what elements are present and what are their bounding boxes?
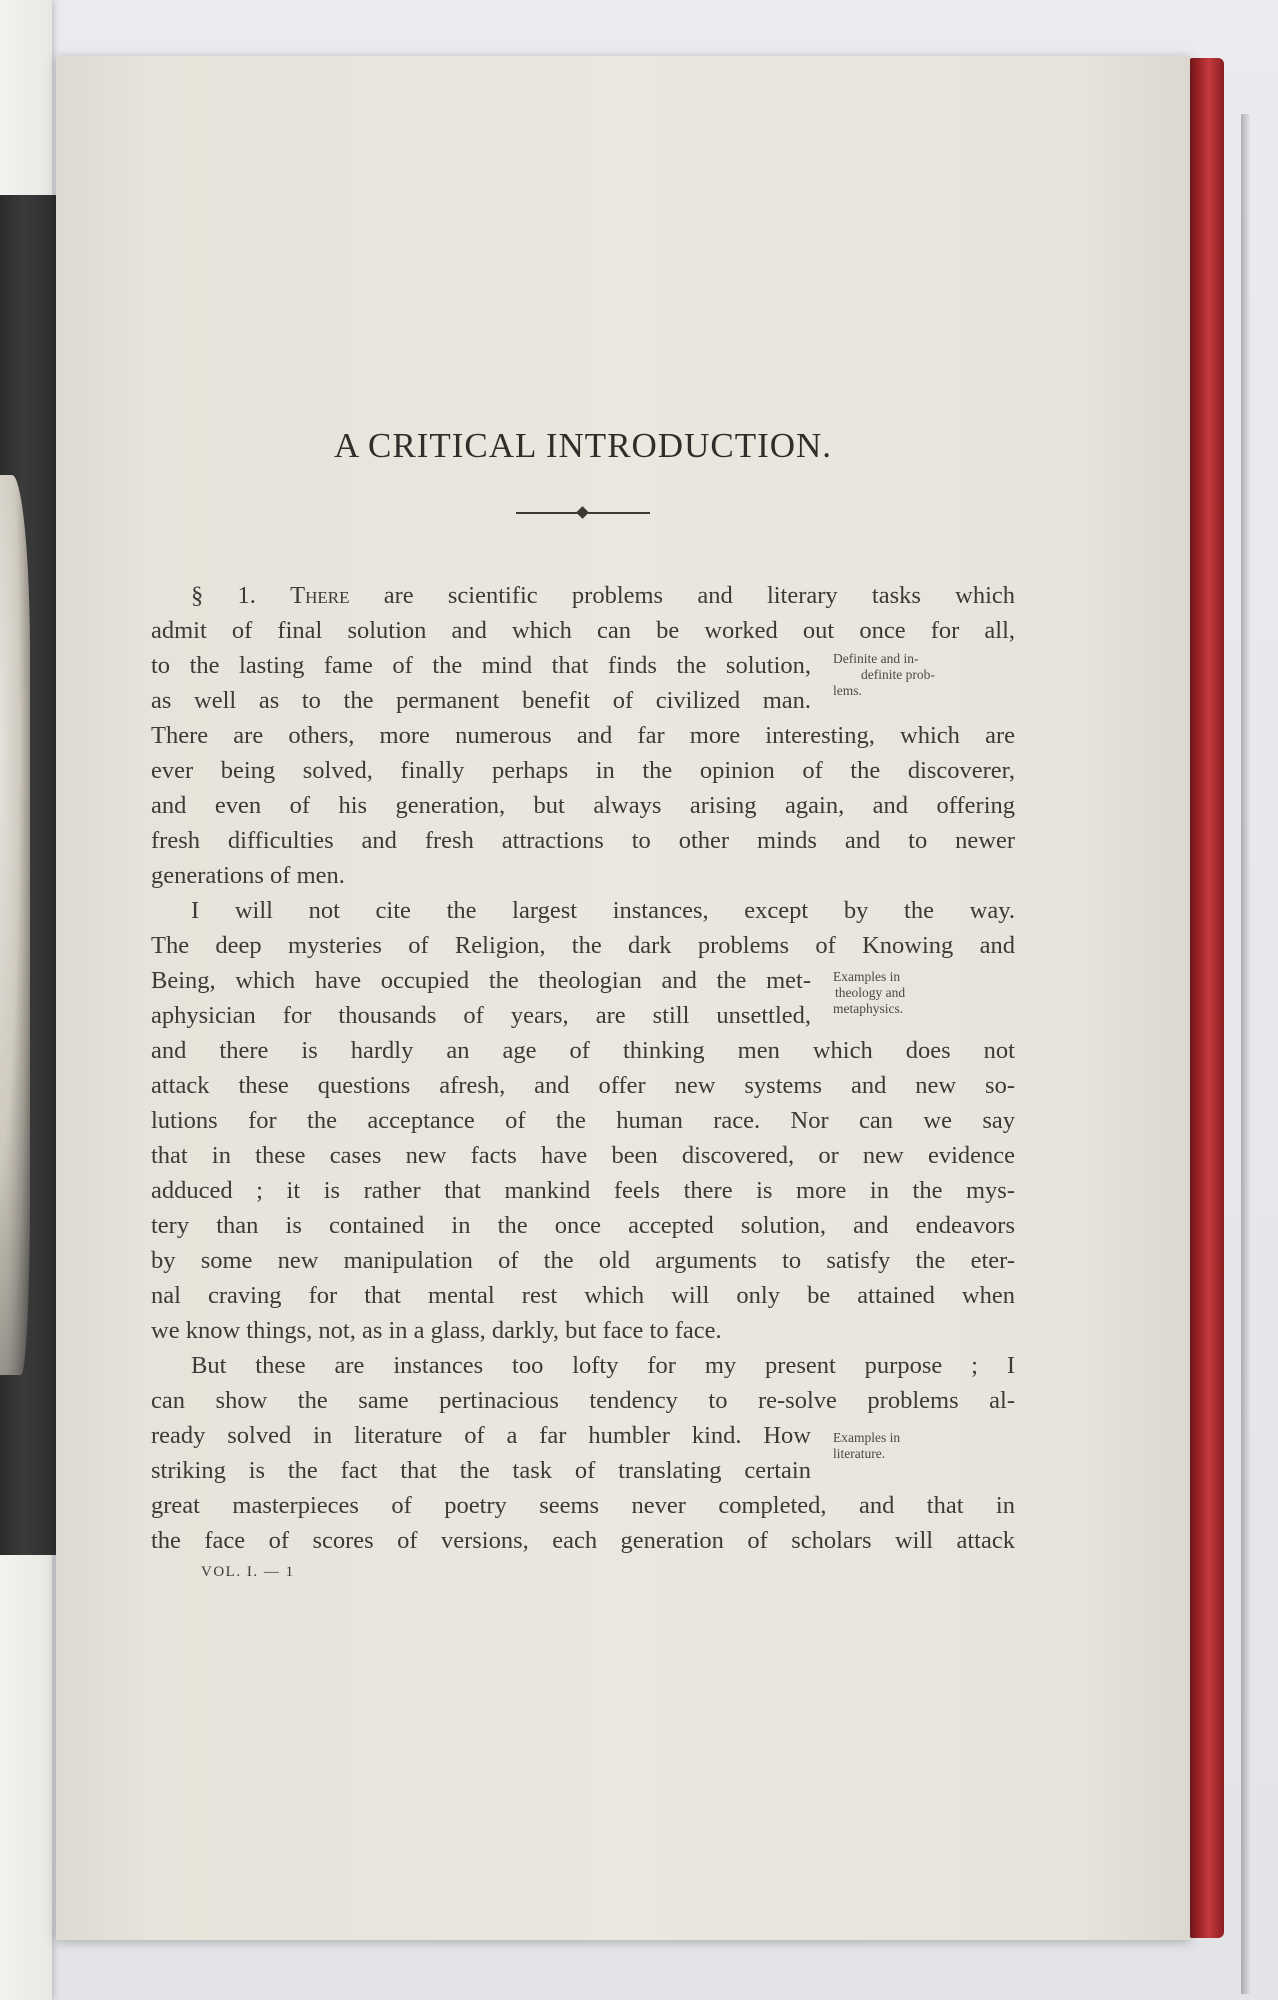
line-text: nal craving for that mental rest which will only be attained when (151, 1282, 1015, 1309)
text-line (151, 1313, 1015, 1348)
text-line (151, 1208, 1015, 1243)
text-line (151, 998, 1015, 1033)
line-text: adduced ; it is rather that mankind feels there is more in the mys- (151, 1177, 1015, 1204)
frontispiece-plate (0, 195, 56, 1555)
text-line (151, 928, 1015, 963)
sidenote-line: Examples in (833, 969, 901, 984)
paragraph-1 (151, 578, 1015, 893)
line-text: great masterpieces of poetry seems never completed, and that in (151, 1492, 1015, 1519)
sidenote-line: theology and (835, 985, 906, 1000)
text-line (151, 1103, 1015, 1138)
text-line (151, 1453, 1015, 1488)
text-line (151, 858, 1015, 893)
line-text: to the lasting fame of the mind that finds the solution, (151, 652, 811, 679)
section-mark: § 1. (191, 582, 256, 609)
signature-mark: VOL. I. — 1 (201, 1564, 295, 1580)
title-ornament (516, 506, 650, 520)
line-text: The deep mysteries of Religion, the dark problems of Knowing and (151, 932, 1015, 959)
sidenote-line: Examples in (833, 1430, 901, 1445)
line-text: ready solved in literature of a far humbler kind. How (151, 1422, 811, 1449)
line-text: striking is the fact that the task of translating certain (151, 1457, 811, 1484)
line-text: generations of men. (151, 862, 345, 889)
line-text: as well as to the permanent benefit of civilized man. (151, 687, 811, 714)
line-text: we know things, not, as in a glass, darkly, but face to face. (151, 1317, 722, 1344)
ornament-rule-left (516, 512, 578, 514)
line-text: attack these questions afresh, and offer new systems and new so- (151, 1072, 1015, 1099)
line-text: admit of final solution and which can be worked out once for all, (151, 617, 1015, 644)
sidenote-line: definite prob- (861, 667, 935, 682)
line-text: Being, which have occupied the theologian and the met- (151, 967, 811, 994)
text-line (151, 683, 1015, 718)
line-text: tery than is contained in the once accepted solution, and endeavors (151, 1212, 1015, 1239)
text-line (151, 578, 1015, 613)
text-line (151, 648, 1015, 698)
page-title: A CRITICAL INTRODUCTION. (333, 426, 833, 465)
line-text: aphysician for thousands of years, are still unsettled, (151, 1002, 811, 1029)
ornament-diamond (576, 506, 589, 519)
text-line (151, 893, 1015, 928)
lead-word: There (290, 582, 350, 609)
book-page (56, 56, 1190, 1940)
text-line (151, 718, 1015, 753)
text-line (151, 1033, 1015, 1068)
line-text: are scientific problems and literary tasks which (383, 582, 1016, 609)
text-line (151, 1383, 1015, 1418)
line-text: ever being solved, finally perhaps in the opinion of the discoverer, (151, 757, 1015, 784)
text-line (151, 1173, 1015, 1208)
line-text: that in these cases new facts have been discovered, or new evidence (151, 1142, 1015, 1169)
sidenote-line: lems. (833, 683, 862, 698)
text-line (151, 1488, 1015, 1523)
line-text: by some new manipulation of the old arguments to satisfy the eter- (151, 1247, 1015, 1274)
text-line (151, 823, 1015, 858)
paragraph-2 (151, 893, 1015, 1348)
sidenote-line: Definite and in- (833, 651, 919, 666)
text-line (151, 788, 1015, 823)
text-line (151, 613, 1015, 648)
line-text: I will not cite the largest instances, except by the way. (191, 897, 1015, 924)
line-text: can show the same pertinacious tendency to re-solve problems al- (151, 1387, 1015, 1414)
book-cover-edge (1190, 58, 1224, 1938)
ornament-rule-right (588, 512, 650, 514)
sidenote-line: metaphysics. (833, 1001, 904, 1016)
line-text: and even of his generation, but always arising again, and offering (151, 792, 1015, 819)
page-shadow (1241, 114, 1251, 1994)
line-text: and there is hardly an age of thinking men which does not (151, 1037, 1015, 1064)
page-text-block (151, 426, 1015, 1581)
text-line (151, 1278, 1015, 1313)
line-text: lutions for the acceptance of the human race. Nor can we say (151, 1107, 1015, 1134)
line-text: the face of scores of versions, each generation of scholars will attack (151, 1527, 1015, 1554)
sidenote-line: literature. (833, 1446, 886, 1461)
line-text: But these are instances too lofty for my present purpose ; I (191, 1352, 1015, 1379)
text-line (151, 1418, 1015, 1461)
text-line (151, 1138, 1015, 1173)
text-line (151, 1523, 1015, 1558)
text-line (151, 1068, 1015, 1103)
text-line (151, 1348, 1015, 1383)
line-text: There are others, more numerous and far more interesting, which are (151, 722, 1015, 749)
paragraph-3 (151, 1348, 1015, 1558)
text-line (151, 753, 1015, 788)
bust-photograph (0, 475, 30, 1375)
line-text: fresh difficulties and fresh attractions to other minds and to newer (151, 827, 1015, 854)
text-line (151, 1243, 1015, 1278)
